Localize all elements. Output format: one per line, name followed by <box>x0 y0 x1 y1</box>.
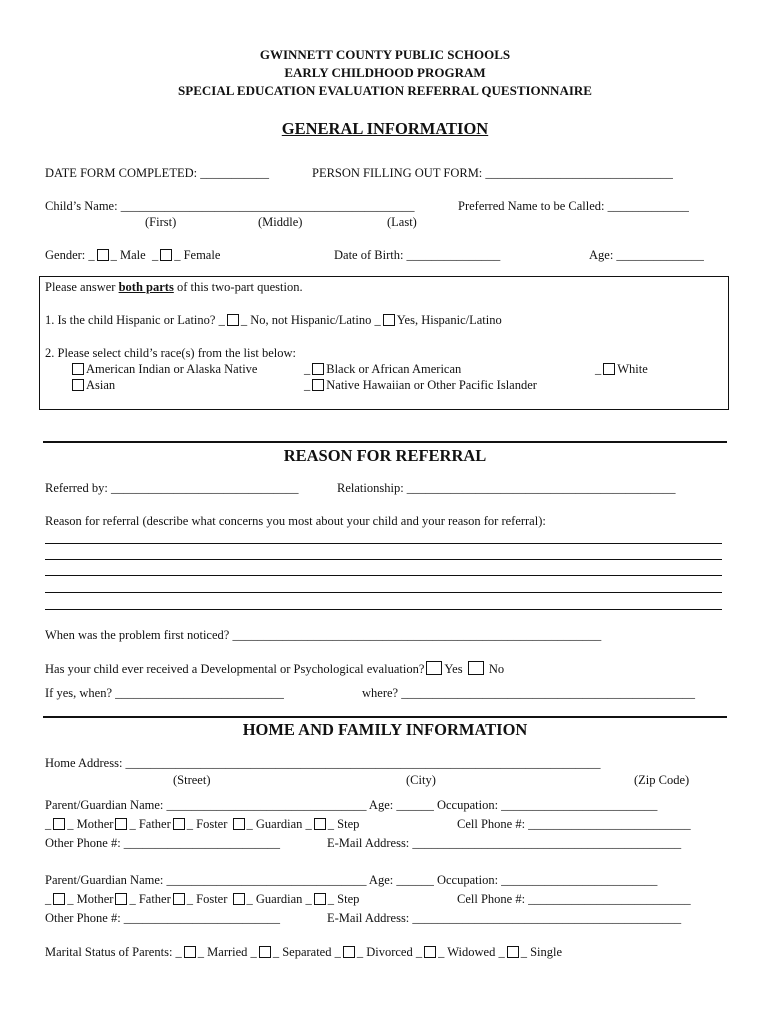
guardian2-other-phone-field[interactable]: Other Phone #: _________________________ <box>45 911 281 925</box>
where-field[interactable]: where? _______________________________________________ <box>362 686 695 700</box>
zip-label: (Zip Code) <box>634 773 690 787</box>
home-family-title: HOME AND FAMILY INFORMATION <box>242 720 528 739</box>
city-label: (City) <box>406 773 436 787</box>
instructions-suffix: of this two-part question. <box>176 280 303 294</box>
evaluation-no-checkbox[interactable] <box>468 661 484 675</box>
first-name-label: (First) <box>145 215 177 229</box>
race-white-option: _ White <box>595 362 648 376</box>
guardian2-relationship-row: _ _ Mother _ Father _ Foster _ Guardian _ _ Step <box>45 892 360 906</box>
guardian1-foster-checkbox[interactable] <box>173 818 185 830</box>
widowed-checkbox[interactable] <box>424 946 436 958</box>
divorced-checkbox[interactable] <box>343 946 355 958</box>
gender-label: Gender: _ <box>45 248 95 262</box>
guardian2-foster-checkbox[interactable] <box>173 893 185 905</box>
guardian2-step-checkbox[interactable] <box>314 893 326 905</box>
first-noticed-field[interactable]: When was the problem first noticed? ___________________________________________________________ <box>45 628 602 642</box>
street-label: (Street) <box>173 773 211 787</box>
female-checkbox[interactable] <box>160 249 172 261</box>
guardian1-guardian-label: _ Guardian _ <box>246 817 312 831</box>
male-checkbox[interactable] <box>97 249 109 261</box>
header-line-2: EARLY CHILDHOOD PROGRAM <box>284 65 486 80</box>
separated-checkbox[interactable] <box>259 946 271 958</box>
last-name-label: (Last) <box>387 215 417 229</box>
guardian2-guardian-label: _ Guardian _ <box>246 892 312 906</box>
guardian1-mother-checkbox[interactable] <box>53 818 65 830</box>
guardian2-father-label: _ Father <box>129 892 171 906</box>
instructions-bold: both parts <box>118 280 174 294</box>
guardian1-guardian-checkbox[interactable] <box>233 818 245 830</box>
race-nhpi-label: Native Hawaiian or Other Pacific Islander <box>326 378 537 392</box>
guardian2-cell-field[interactable]: Cell Phone #: __________________________ <box>457 892 691 906</box>
guardian2-mother-label: _ Mother <box>67 892 114 906</box>
date-of-birth-field[interactable]: Date of Birth: _______________ <box>334 248 501 262</box>
reason-label: Reason for referral (describe what concerns you most about your child and your reason for referral): <box>45 514 546 528</box>
race-black-checkbox[interactable] <box>312 363 324 375</box>
race-asian-label: Asian <box>86 378 116 392</box>
separated-label: _ Separated _ <box>272 945 341 959</box>
gender-row: Gender: _ _ Male _ _ Female <box>45 248 221 262</box>
guardian2-email-field[interactable]: E-Mail Address: ___________________________________________ <box>327 911 682 925</box>
marital-status-label: Marital Status of Parents: _ <box>45 945 182 959</box>
married-checkbox[interactable] <box>184 946 196 958</box>
guardian1-father-label: _ Father <box>129 817 171 831</box>
widowed-label: _ Widowed _ <box>438 945 505 959</box>
race-asian-option <box>70 378 115 393</box>
home-address-field[interactable]: Home Address: ____________________________________________________________________________ <box>45 756 601 770</box>
guardian2-mother-checkbox[interactable] <box>53 893 65 905</box>
reason-line-3[interactable] <box>45 575 722 576</box>
relationship-field[interactable]: Relationship: ___________________________________________ <box>337 481 676 495</box>
age-field[interactable]: Age: ______________ <box>589 248 704 262</box>
instructions-prefix: Please answer <box>45 280 116 294</box>
reason-line-1[interactable] <box>45 543 722 544</box>
married-label: _ Married _ <box>197 945 257 959</box>
guardian2-foster-label: _ Foster <box>186 892 228 906</box>
race-white-label: White <box>617 362 648 376</box>
guardian2-step-label: _ Step <box>327 892 360 906</box>
header-line-3: SPECIAL EDUCATION EVALUATION REFERRAL QUESTIONNAIRE <box>178 83 592 98</box>
if-yes-when-field[interactable]: If yes, when? ___________________________ <box>45 686 284 700</box>
general-information-title: GENERAL INFORMATION <box>281 119 489 138</box>
guardian1-mother-label: _ Mother <box>67 817 114 831</box>
hispanic-yes-checkbox[interactable] <box>383 314 395 326</box>
middle-name-label: (Middle) <box>258 215 303 229</box>
race-aian-option <box>70 362 257 377</box>
male-label: _ Male <box>110 248 146 262</box>
evaluation-question <box>45 661 504 677</box>
guardian1-relationship-row: _ _ Mother _ Father _ Foster _ Guardian _ _ Step <box>45 817 360 831</box>
race-nhpi-checkbox[interactable] <box>312 379 324 391</box>
reason-line-5[interactable] <box>45 609 722 610</box>
guardian1-step-checkbox[interactable] <box>314 818 326 830</box>
referred-by-field[interactable]: Referred by: ______________________________ <box>45 481 299 495</box>
race-aian-checkbox[interactable] <box>72 363 84 375</box>
reason-line-4[interactable] <box>45 592 722 593</box>
marital-status-row <box>45 945 562 960</box>
female-label: _ Female <box>174 248 221 262</box>
hispanic-yes-label: Yes, Hispanic/Latino <box>396 313 502 327</box>
guardian1-foster-label: _ Foster <box>186 817 228 831</box>
person-filling-field[interactable]: PERSON FILLING OUT FORM: ______________________________ <box>312 166 673 180</box>
guardian1-email-field[interactable]: E-Mail Address: ___________________________________________ <box>327 836 682 850</box>
guardian2-name-field[interactable]: Parent/Guardian Name: ________________________________ Age: ______ Occupation: _________________________ <box>45 873 658 887</box>
header-line-1: GWINNETT COUNTY PUBLIC SCHOOLS <box>259 47 511 62</box>
guardian1-other-phone-field[interactable]: Other Phone #: _________________________ <box>45 836 281 850</box>
hispanic-no-checkbox[interactable] <box>227 314 239 326</box>
date-completed-field[interactable]: DATE FORM COMPLETED: ___________ <box>45 166 269 180</box>
reason-line-2[interactable] <box>45 559 722 560</box>
divorced-label: _ Divorced _ <box>356 945 423 959</box>
hispanic-question <box>45 313 502 328</box>
instructions <box>45 280 303 295</box>
evaluation-label: Has your child ever received a Developmental or Psychological evaluation? <box>45 662 425 676</box>
reason-for-referral-title: REASON FOR REFERRAL <box>283 446 487 465</box>
guardian1-cell-field[interactable]: Cell Phone #: __________________________ <box>457 817 691 831</box>
race-asian-checkbox[interactable] <box>72 379 84 391</box>
childs-name-field[interactable]: Child’s Name: _______________________________________________ <box>45 199 415 213</box>
hispanic-question-label: 1. Is the child Hispanic or Latino? _ <box>45 313 225 327</box>
race-white-checkbox[interactable] <box>603 363 615 375</box>
guardian2-guardian-checkbox[interactable] <box>233 893 245 905</box>
guardian1-father-checkbox[interactable] <box>115 818 127 830</box>
evaluation-no-label: No <box>488 662 505 676</box>
evaluation-yes-label: Yes <box>444 662 463 676</box>
single-label: _ Single <box>520 945 563 959</box>
guardian1-step-label: _ Step <box>327 817 360 831</box>
section-divider-referral <box>43 441 727 443</box>
single-checkbox[interactable] <box>507 946 519 958</box>
guardian2-father-checkbox[interactable] <box>115 893 127 905</box>
section-divider-home <box>43 716 727 718</box>
preferred-name-field[interactable]: Preferred Name to be Called: _____________ <box>458 199 689 213</box>
guardian1-name-field[interactable]: Parent/Guardian Name: ________________________________ Age: ______ Occupation: _________________________ <box>45 798 658 812</box>
race-black-label: Black or African American <box>326 362 462 376</box>
race-aian-label: American Indian or Alaska Native <box>86 362 258 376</box>
race-question: 2. Please select child’s race(s) from the list below: <box>45 346 296 360</box>
race-nhpi-option: _ Native Hawaiian or Other Pacific Islander <box>304 378 537 392</box>
race-black-option: _ Black or African American <box>304 362 462 376</box>
hispanic-no-label: _ No, not Hispanic/Latino _ <box>240 313 381 327</box>
evaluation-yes-checkbox[interactable] <box>426 661 442 675</box>
